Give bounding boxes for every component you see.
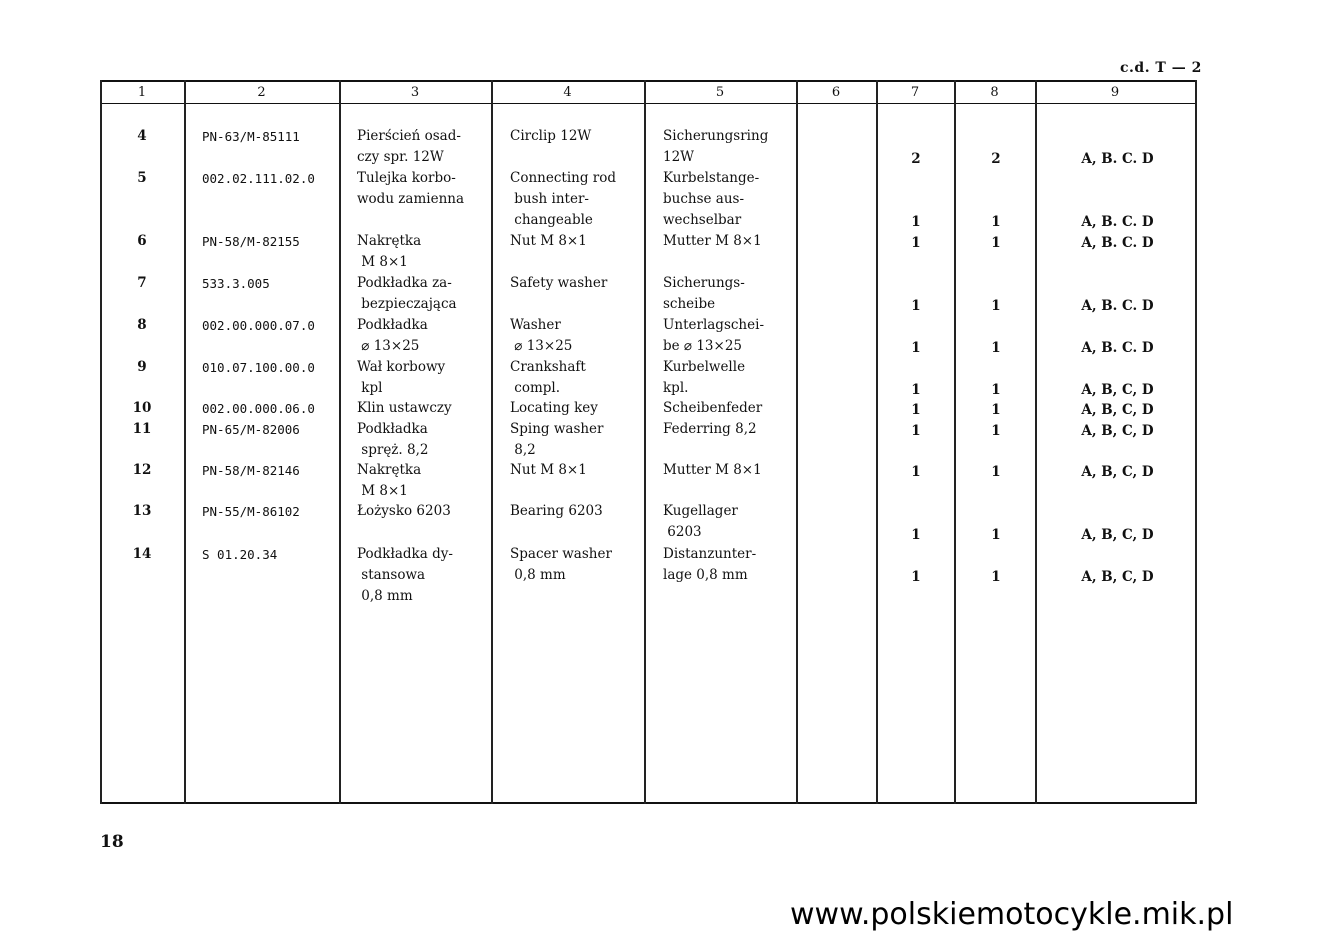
column-header: 2 [257, 85, 266, 100]
model-codes: A, B, C, D [1081, 382, 1154, 398]
column-line [184, 80, 186, 804]
quantity-col7: 1 [911, 340, 921, 356]
german-name: Mutter M 8⨯1 [663, 462, 762, 478]
english-name: Nut M 8⨯1 [510, 233, 587, 249]
quantity-col8: 2 [991, 151, 1001, 167]
column-line [1035, 80, 1037, 804]
quantity-col7: 1 [911, 423, 921, 439]
quantity-col7: 2 [911, 151, 921, 167]
german-name: Kurbelwelle kpl. [663, 359, 746, 396]
english-name: Locating key [510, 400, 598, 416]
quantity-col7: 1 [911, 527, 921, 543]
polish-name: Tulejka korbo- wodu zamienna [357, 170, 465, 207]
item-number: 13 [132, 503, 152, 519]
parts-table [100, 80, 1197, 805]
german-name: Kurbelstange- buchse aus- wechselbar [663, 170, 760, 228]
quantity-col8: 1 [991, 464, 1001, 480]
polish-name: Podkładka za- bezpieczająca [357, 275, 457, 312]
part-code: PN-58/M-82155 [202, 234, 300, 249]
part-code: 010.07.100.00.0 [202, 360, 315, 375]
quantity-col8: 1 [991, 382, 1001, 398]
part-code: PN-58/M-82146 [202, 463, 300, 478]
model-codes: A, B. C. D [1081, 235, 1154, 251]
item-number: 12 [132, 462, 152, 478]
table-top-border [100, 80, 1197, 82]
english-name: Bearing 6203 [510, 503, 603, 519]
column-header: 9 [1110, 85, 1120, 100]
english-name: Safety washer [510, 275, 608, 291]
german-name: Sicherungs- scheibe [663, 275, 745, 312]
quantity-col8: 1 [991, 298, 1001, 314]
quantity-col7: 1 [911, 298, 921, 314]
english-name: Connecting rod bush inter- changeable [510, 170, 616, 228]
item-number: 7 [137, 275, 147, 291]
website-watermark: www.polskiemotocykle.mik.pl [790, 897, 1234, 932]
model-codes: A, B, C, D [1081, 569, 1154, 585]
item-number: 6 [137, 233, 147, 249]
model-codes: A, B, C, D [1081, 527, 1154, 543]
column-header: 3 [410, 85, 420, 100]
header-row [100, 85, 1197, 103]
polish-name: Podkładka spręż. 8,2 [357, 421, 429, 458]
polish-name: Nakrętka M 8⨯1 [357, 233, 422, 270]
part-code: 002.00.000.07.0 [202, 318, 315, 333]
polish-name: Pierścień osad- czy spr. 12W [357, 128, 461, 165]
quantity-col8: 1 [991, 402, 1001, 418]
quantity-col7: 1 [911, 214, 921, 230]
model-codes: A, B, C, D [1081, 464, 1154, 480]
german-name: Federring 8,2 [663, 421, 757, 437]
column-header: 1 [137, 85, 147, 100]
quantity-col8: 1 [991, 235, 1001, 251]
polish-name: Klin ustawczy [357, 400, 452, 416]
column-line [954, 80, 956, 804]
part-code: PN-63/M-85111 [202, 129, 300, 144]
column-header: 7 [910, 85, 920, 100]
model-codes: A, B. C. D [1081, 214, 1154, 230]
item-number: 11 [132, 421, 152, 437]
quantity-col7: 1 [911, 569, 921, 585]
column-line [491, 80, 493, 804]
table-bottom-border [100, 802, 1197, 804]
german-name: Unterlagschei- be ⌀ 13⨯25 [663, 317, 764, 354]
quantity-col7: 1 [911, 402, 921, 418]
polish-name: Nakrętka M 8⨯1 [357, 462, 422, 499]
item-number: 8 [137, 317, 147, 333]
model-codes: A, B. C. D [1081, 298, 1154, 314]
column-header: 4 [563, 85, 572, 100]
item-number: 9 [137, 359, 147, 375]
polish-name: Podkładka dy- stansowa 0,8 mm [357, 546, 453, 604]
column-line [876, 80, 878, 804]
item-number: 4 [137, 128, 147, 144]
english-name: Spacer washer 0,8 mm [510, 546, 612, 583]
column-header: 5 [715, 85, 725, 100]
quantity-col8: 1 [991, 569, 1001, 585]
item-number: 10 [132, 400, 152, 416]
model-codes: A, B, C, D [1081, 402, 1154, 418]
quantity-col8: 1 [991, 340, 1001, 356]
english-name: Circlip 12W [510, 128, 592, 144]
english-name: Washer ⌀ 13⨯25 [510, 317, 573, 354]
continuation-label: c.d. T — 2 [1120, 60, 1202, 76]
model-codes: A, B. C. D [1081, 340, 1154, 356]
column-header: 8 [990, 85, 999, 100]
english-name: Crankshaft compl. [510, 359, 586, 396]
polish-name: Łożysko 6203 [357, 503, 451, 519]
english-name: Nut M 8⨯1 [510, 462, 587, 478]
german-name: Distanzunter- lage 0,8 mm [663, 546, 757, 583]
item-number: 14 [132, 546, 152, 562]
part-code: 002.02.111.02.0 [202, 171, 315, 186]
german-name: Sicherungsring 12W [663, 128, 769, 165]
german-name: Scheibenfeder [663, 400, 763, 416]
quantity-col8: 1 [991, 527, 1001, 543]
header-divider [100, 103, 1197, 104]
english-name: Sping washer 8,2 [510, 421, 604, 458]
quantity-col8: 1 [991, 214, 1001, 230]
part-code: PN-65/M-82006 [202, 422, 300, 437]
model-codes: A, B, C, D [1081, 423, 1154, 439]
part-code: 002.00.000.06.0 [202, 401, 315, 416]
german-name: Mutter M 8⨯1 [663, 233, 762, 249]
column-line [1195, 80, 1197, 804]
german-name: Kugellager 6203 [663, 503, 738, 540]
quantity-col7: 1 [911, 235, 921, 251]
polish-name: Podkładka ⌀ 13⨯25 [357, 317, 428, 354]
item-number: 5 [137, 170, 147, 186]
part-code: S 01.20.34 [202, 547, 278, 562]
model-codes: A, B. C. D [1081, 151, 1154, 167]
quantity-col8: 1 [991, 423, 1001, 439]
polish-name: Wał korbowy kpl [357, 359, 446, 396]
part-code: PN-55/M-86102 [202, 504, 300, 519]
page-number: 18 [100, 832, 124, 852]
quantity-col7: 1 [911, 382, 921, 398]
quantity-col7: 1 [911, 464, 921, 480]
column-header: 6 [831, 85, 841, 100]
part-code: 533.3.005 [202, 276, 270, 291]
